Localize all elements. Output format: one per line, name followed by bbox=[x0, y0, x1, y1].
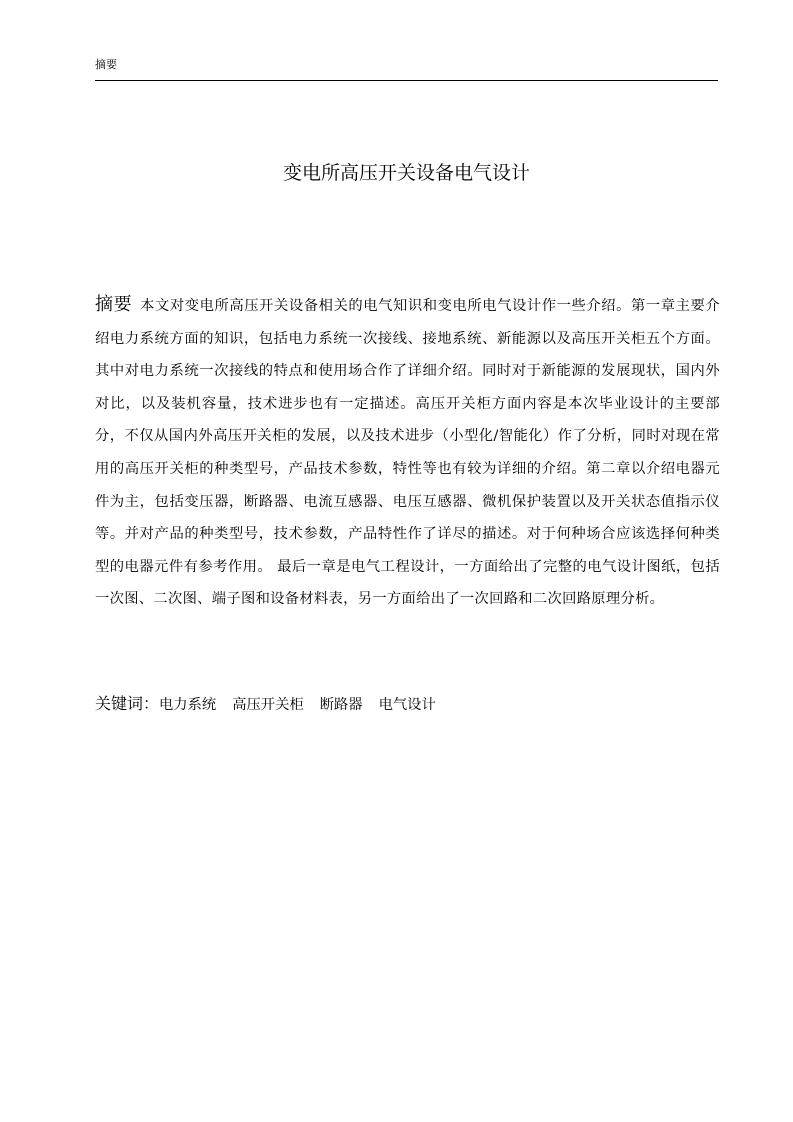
header-rule bbox=[95, 80, 718, 81]
keyword-item: 电力系统 bbox=[159, 697, 217, 713]
keywords-line bbox=[95, 692, 718, 717]
keyword-item: 断路器 bbox=[319, 697, 363, 713]
keyword-item: 高压开关柜 bbox=[232, 697, 304, 713]
abstract-text: 本文对变电所高压开关设备相关的电气知识和变电所电气设计作一些介绍。第一章主要介绍电力系统方面的知识，包括电力系统一次接线、接地系统、新能源以及高压开关柜五个方面。其中对电力系统一次接线的特点和使用场合作了详细介绍。同时对于新能源的发展现状，国内外对比，以及装机容量，技术进步也有一定描述。高压开关柜方面内容是本次毕业设计的主要部分，不仅从国内外高压开关柜的发展，以及技术进步（小型化/智能化）作了分析，同时对现在常用的高压开关柜的种类型号，产品技术参数，特性等也有较为详细的介绍。第二章以介绍电器元件为主，包括变压器，断路器、电流互感器、电压互感器、微机保护装置以及开关状态值指示仪等。并对产品的种类型号，技术参数，产品特性作了详尽的描述。对于何种场合应该选择何种类型的电器元件有参考作用。 最后一章是电气工程设计，一方面给出了完整的电气设计图纸，包括一次图、二次图、端子图和设备材料表，另一方面给出了一次回路和二次回路原理分析。 bbox=[95, 298, 720, 608]
abstract-label: 摘要 bbox=[95, 294, 133, 315]
running-header: 摘要 bbox=[95, 58, 117, 71]
document-title: 变电所高压开关设备电气设计 bbox=[282, 162, 530, 184]
keywords-label: 关键词： bbox=[95, 694, 160, 713]
keyword-item: 电气设计 bbox=[378, 697, 436, 713]
abstract-paragraph bbox=[95, 289, 720, 616]
